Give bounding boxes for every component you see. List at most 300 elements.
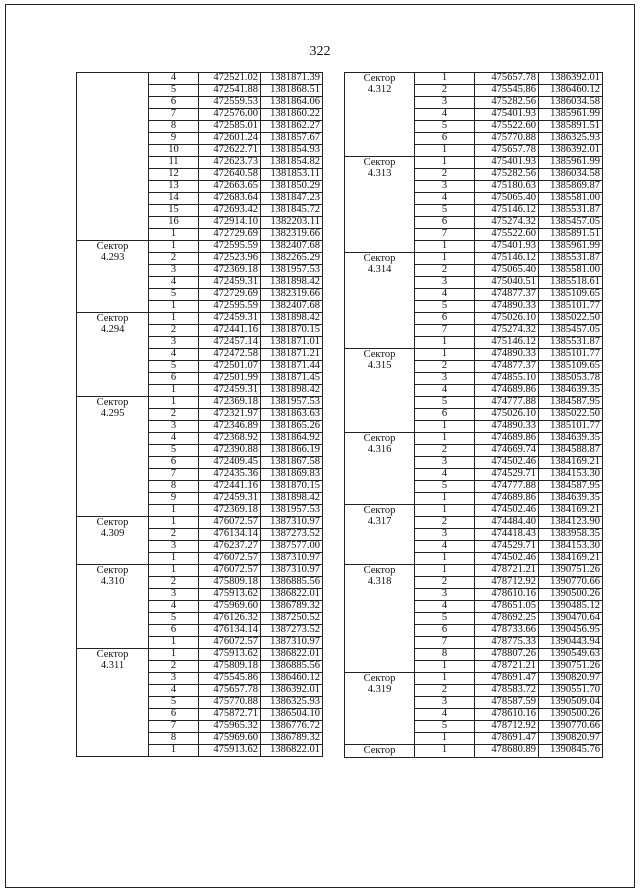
point-number-cell: 4 <box>149 277 199 289</box>
y-coordinate-cell: 1385581.00 <box>539 193 603 205</box>
point-number-cell: 1 <box>149 385 199 397</box>
point-number-cell: 7 <box>149 109 199 121</box>
table-row <box>345 73 603 85</box>
y-coordinate-cell: 1386034.58 <box>539 169 603 181</box>
y-coordinate-cell: 1390500.26 <box>539 709 603 721</box>
x-coordinate-cell: 478587.59 <box>475 697 539 709</box>
y-coordinate-cell: 1381860.22 <box>261 109 323 121</box>
point-number-cell: 1 <box>149 745 199 757</box>
x-coordinate-cell: 474890.33 <box>475 301 539 313</box>
x-coordinate-cell: 475913.62 <box>199 745 261 757</box>
sector-number: 4.316 <box>367 443 392 455</box>
x-coordinate-cell: 472693.42 <box>199 205 261 217</box>
y-coordinate-cell: 1390751.26 <box>539 565 603 577</box>
y-coordinate-cell: 1381862.27 <box>261 121 323 133</box>
y-coordinate-cell: 1390443.94 <box>539 637 603 649</box>
x-coordinate-cell: 474777.88 <box>475 481 539 493</box>
x-coordinate-cell: 475770.88 <box>475 133 539 145</box>
y-coordinate-cell: 1385109.65 <box>539 289 603 301</box>
x-coordinate-cell: 475809.18 <box>199 661 261 673</box>
point-number-cell: 5 <box>415 301 475 313</box>
sector-cell <box>345 349 415 433</box>
x-coordinate-cell: 472369.18 <box>199 397 261 409</box>
y-coordinate-cell: 1381867.58 <box>261 457 323 469</box>
point-number-cell: 4 <box>149 601 199 613</box>
x-coordinate-cell: 475872.71 <box>199 709 261 721</box>
point-number-cell: 2 <box>149 661 199 673</box>
point-number-cell: 5 <box>149 361 199 373</box>
point-number-cell: 1 <box>415 673 475 685</box>
point-number-cell: 1 <box>415 241 475 253</box>
point-number-cell: 9 <box>149 493 199 505</box>
x-coordinate-cell: 478721.21 <box>475 565 539 577</box>
x-coordinate-cell: 478610.16 <box>475 709 539 721</box>
x-coordinate-cell: 475522.60 <box>475 229 539 241</box>
table-row <box>345 673 603 685</box>
sector-label: Сектор <box>96 565 129 576</box>
point-number-cell: 3 <box>415 373 475 385</box>
x-coordinate-cell: 472914.10 <box>199 217 261 229</box>
point-number-cell: 3 <box>415 589 475 601</box>
point-number-cell: 2 <box>149 409 199 421</box>
point-number-cell: 1 <box>149 565 199 577</box>
y-coordinate-cell: 1385891.51 <box>539 121 603 133</box>
y-coordinate-cell: 1385891.51 <box>539 229 603 241</box>
point-number-cell: 13 <box>149 181 199 193</box>
x-coordinate-cell: 472501.99 <box>199 373 261 385</box>
y-coordinate-cell: 1385518.61 <box>539 277 603 289</box>
y-coordinate-cell: 1390820.97 <box>539 673 603 685</box>
point-number-cell: 7 <box>415 325 475 337</box>
x-coordinate-cell: 474855.10 <box>475 373 539 385</box>
x-coordinate-cell: 476126.32 <box>199 613 261 625</box>
point-number-cell: 1 <box>149 301 199 313</box>
point-number-cell: 5 <box>415 121 475 133</box>
x-coordinate-cell: 475965.32 <box>199 721 261 733</box>
point-number-cell: 4 <box>415 469 475 481</box>
x-coordinate-cell: 475401.93 <box>475 241 539 253</box>
y-coordinate-cell: 1381857.67 <box>261 133 323 145</box>
point-number-cell: 3 <box>415 529 475 541</box>
y-coordinate-cell: 1385961.99 <box>539 109 603 121</box>
y-coordinate-cell: 1384123.90 <box>539 517 603 529</box>
point-number-cell: 2 <box>149 325 199 337</box>
y-coordinate-cell: 1386822.01 <box>261 589 323 601</box>
table-row <box>345 253 603 265</box>
table-row <box>345 433 603 445</box>
y-coordinate-cell: 1382407.68 <box>261 301 323 313</box>
point-number-cell: 1 <box>415 145 475 157</box>
x-coordinate-cell: 476072.57 <box>199 565 261 577</box>
point-number-cell: 3 <box>415 277 475 289</box>
y-coordinate-cell: 1387310.97 <box>261 517 323 529</box>
x-coordinate-cell: 474689.86 <box>475 433 539 445</box>
x-coordinate-cell: 474669.74 <box>475 445 539 457</box>
x-coordinate-cell: 472459.31 <box>199 277 261 289</box>
y-coordinate-cell: 1386504.10 <box>261 709 323 721</box>
point-number-cell: 3 <box>149 265 199 277</box>
y-coordinate-cell: 1386789.32 <box>261 601 323 613</box>
y-coordinate-cell: 1385581.00 <box>539 265 603 277</box>
x-coordinate-cell: 474777.88 <box>475 397 539 409</box>
x-coordinate-cell: 472441.16 <box>199 325 261 337</box>
x-coordinate-cell: 472729.69 <box>199 289 261 301</box>
point-number-cell: 11 <box>149 157 199 169</box>
y-coordinate-cell: 1381871.45 <box>261 373 323 385</box>
point-number-cell: 7 <box>415 637 475 649</box>
x-coordinate-cell: 475065.40 <box>475 265 539 277</box>
point-number-cell: 15 <box>149 205 199 217</box>
point-number-cell: 5 <box>149 613 199 625</box>
x-coordinate-cell: 472459.31 <box>199 493 261 505</box>
y-coordinate-cell: 1384587.95 <box>539 481 603 493</box>
y-coordinate-cell: 1381866.19 <box>261 445 323 457</box>
y-coordinate-cell: 1384153.30 <box>539 541 603 553</box>
point-number-cell: 4 <box>149 349 199 361</box>
y-coordinate-cell: 1381871.44 <box>261 361 323 373</box>
x-coordinate-cell: 475522.60 <box>475 121 539 133</box>
x-coordinate-cell: 476072.57 <box>199 517 261 529</box>
x-coordinate-cell: 476072.57 <box>199 553 261 565</box>
x-coordinate-cell: 472601.24 <box>199 133 261 145</box>
y-coordinate-cell: 1390509.04 <box>539 697 603 709</box>
x-coordinate-cell: 472683.64 <box>199 193 261 205</box>
x-coordinate-cell: 474877.37 <box>475 361 539 373</box>
y-coordinate-cell: 1384639.35 <box>539 385 603 397</box>
table-row <box>77 73 323 85</box>
x-coordinate-cell: 474484.40 <box>475 517 539 529</box>
sector-cell <box>345 73 415 157</box>
point-number-cell: 4 <box>415 385 475 397</box>
x-coordinate-cell: 475180.63 <box>475 181 539 193</box>
y-coordinate-cell: 1384639.35 <box>539 493 603 505</box>
point-number-cell: 3 <box>415 457 475 469</box>
y-coordinate-cell: 1390820.97 <box>539 733 603 745</box>
x-coordinate-cell: 475545.86 <box>199 673 261 685</box>
sector-number: 4.294 <box>100 323 125 335</box>
point-number-cell: 4 <box>415 601 475 613</box>
table-row <box>345 745 603 758</box>
y-coordinate-cell: 1385869.87 <box>539 181 603 193</box>
y-coordinate-cell: 1381864.06 <box>261 97 323 109</box>
y-coordinate-cell: 1384587.95 <box>539 397 603 409</box>
y-coordinate-cell: 1384153.30 <box>539 469 603 481</box>
y-coordinate-cell: 1381854.93 <box>261 145 323 157</box>
sector-cell <box>77 517 149 565</box>
point-number-cell: 2 <box>415 577 475 589</box>
coordinates-table-right <box>344 72 603 758</box>
y-coordinate-cell: 1390456.95 <box>539 625 603 637</box>
x-coordinate-cell: 475969.60 <box>199 733 261 745</box>
sector-number: 4.312 <box>367 83 392 95</box>
sector-cell <box>345 157 415 253</box>
y-coordinate-cell: 1386325.93 <box>539 133 603 145</box>
point-number-cell: 5 <box>415 205 475 217</box>
point-number-cell: 1 <box>415 433 475 445</box>
y-coordinate-cell: 1390770.66 <box>539 577 603 589</box>
point-number-cell: 2 <box>149 529 199 541</box>
sector-cell <box>345 505 415 565</box>
point-number-cell: 3 <box>415 97 475 109</box>
y-coordinate-cell: 1381863.63 <box>261 409 323 421</box>
x-coordinate-cell: 472435.36 <box>199 469 261 481</box>
point-number-cell: 4 <box>415 541 475 553</box>
sector-label: Сектор <box>96 313 129 324</box>
y-coordinate-cell: 1390549.63 <box>539 649 603 661</box>
x-coordinate-cell: 472368.92 <box>199 433 261 445</box>
x-coordinate-cell: 475657.78 <box>199 685 261 697</box>
x-coordinate-cell: 472595.59 <box>199 301 261 313</box>
x-coordinate-cell: 478610.16 <box>475 589 539 601</box>
x-coordinate-cell: 475809.18 <box>199 577 261 589</box>
x-coordinate-cell: 475657.78 <box>475 145 539 157</box>
sector-cell <box>345 433 415 505</box>
point-number-cell: 2 <box>415 517 475 529</box>
table-row <box>345 157 603 169</box>
y-coordinate-cell: 1382203.11 <box>261 217 323 229</box>
point-number-cell: 7 <box>415 229 475 241</box>
x-coordinate-cell: 475146.12 <box>475 205 539 217</box>
sector-number: 4.293 <box>100 251 125 263</box>
sector-cell <box>345 253 415 349</box>
point-number-cell: 5 <box>149 697 199 709</box>
point-number-cell: 9 <box>149 133 199 145</box>
x-coordinate-cell: 478733.66 <box>475 625 539 637</box>
table-row <box>77 397 323 409</box>
table-row <box>77 565 323 577</box>
y-coordinate-cell: 1381865.26 <box>261 421 323 433</box>
y-coordinate-cell: 1381845.72 <box>261 205 323 217</box>
sector-cell <box>77 73 149 241</box>
x-coordinate-cell: 475401.93 <box>475 109 539 121</box>
y-coordinate-cell: 1390845.76 <box>539 745 603 758</box>
sector-label: Сектор <box>96 241 129 252</box>
x-coordinate-cell: 474502.46 <box>475 457 539 469</box>
x-coordinate-cell: 478775.33 <box>475 637 539 649</box>
sector-number: 4.319 <box>367 683 392 695</box>
y-coordinate-cell: 1382407.68 <box>261 241 323 253</box>
point-number-cell: 1 <box>415 661 475 673</box>
x-coordinate-cell: 474890.33 <box>475 421 539 433</box>
y-coordinate-cell: 1383958.35 <box>539 529 603 541</box>
x-coordinate-cell: 475545.86 <box>475 85 539 97</box>
point-number-cell: 4 <box>415 109 475 121</box>
x-coordinate-cell: 478807.26 <box>475 649 539 661</box>
point-number-cell: 5 <box>415 397 475 409</box>
point-number-cell: 2 <box>415 169 475 181</box>
coordinates-table-left <box>76 72 323 757</box>
x-coordinate-cell: 475913.62 <box>199 649 261 661</box>
x-coordinate-cell: 472595.59 <box>199 241 261 253</box>
y-coordinate-cell: 1387310.97 <box>261 637 323 649</box>
sector-cell <box>77 313 149 397</box>
x-coordinate-cell: 472321.97 <box>199 409 261 421</box>
point-number-cell: 8 <box>415 649 475 661</box>
point-number-cell: 10 <box>149 145 199 157</box>
x-coordinate-cell: 475274.32 <box>475 217 539 229</box>
y-coordinate-cell: 1385457.05 <box>539 325 603 337</box>
sector-label: Сектор <box>363 505 396 516</box>
point-number-cell: 1 <box>415 745 475 758</box>
y-coordinate-cell: 1385022.50 <box>539 313 603 325</box>
y-coordinate-cell: 1381864.92 <box>261 433 323 445</box>
point-number-cell: 2 <box>415 361 475 373</box>
point-number-cell: 1 <box>149 313 199 325</box>
y-coordinate-cell: 1385531.87 <box>539 337 603 349</box>
sector-label: Сектор <box>363 433 396 444</box>
point-number-cell: 3 <box>149 421 199 433</box>
point-number-cell: 5 <box>149 85 199 97</box>
point-number-cell: 4 <box>149 73 199 85</box>
sector-cell <box>77 649 149 757</box>
x-coordinate-cell: 475146.12 <box>475 253 539 265</box>
point-number-cell: 5 <box>415 721 475 733</box>
x-coordinate-cell: 475969.60 <box>199 601 261 613</box>
x-coordinate-cell: 478691.47 <box>475 733 539 745</box>
x-coordinate-cell: 474502.46 <box>475 553 539 565</box>
x-coordinate-cell: 472501.07 <box>199 361 261 373</box>
point-number-cell: 1 <box>415 157 475 169</box>
sector-label: Сектор <box>363 349 396 360</box>
x-coordinate-cell: 475770.88 <box>199 697 261 709</box>
x-coordinate-cell: 475026.10 <box>475 313 539 325</box>
point-number-cell: 12 <box>149 169 199 181</box>
y-coordinate-cell: 1385531.87 <box>539 253 603 265</box>
coordinates-table-left-body <box>77 73 323 757</box>
x-coordinate-cell: 475274.32 <box>475 325 539 337</box>
point-number-cell: 7 <box>149 469 199 481</box>
y-coordinate-cell: 1381957.53 <box>261 397 323 409</box>
y-coordinate-cell: 1386392.01 <box>539 145 603 157</box>
point-number-cell: 6 <box>149 709 199 721</box>
point-number-cell: 6 <box>149 625 199 637</box>
sector-label: Сектор <box>363 745 396 756</box>
table-row <box>345 349 603 361</box>
point-number-cell: 8 <box>149 733 199 745</box>
point-number-cell: 1 <box>415 337 475 349</box>
point-number-cell: 1 <box>149 505 199 517</box>
sector-number: 4.295 <box>100 407 125 419</box>
y-coordinate-cell: 1381870.15 <box>261 325 323 337</box>
point-number-cell: 8 <box>149 121 199 133</box>
point-number-cell: 6 <box>415 409 475 421</box>
y-coordinate-cell: 1390470.64 <box>539 613 603 625</box>
x-coordinate-cell: 476134.14 <box>199 529 261 541</box>
x-coordinate-cell: 474418.43 <box>475 529 539 541</box>
y-coordinate-cell: 1390485.12 <box>539 601 603 613</box>
point-number-cell: 6 <box>415 313 475 325</box>
y-coordinate-cell: 1386325.93 <box>261 697 323 709</box>
x-coordinate-cell: 476237.27 <box>199 541 261 553</box>
sector-cell <box>345 673 415 745</box>
y-coordinate-cell: 1382319.66 <box>261 229 323 241</box>
table-row <box>77 241 323 253</box>
point-number-cell: 2 <box>415 685 475 697</box>
point-number-cell: 4 <box>149 433 199 445</box>
y-coordinate-cell: 1385961.99 <box>539 241 603 253</box>
x-coordinate-cell: 472459.31 <box>199 313 261 325</box>
sector-cell <box>345 745 415 758</box>
x-coordinate-cell: 472369.18 <box>199 265 261 277</box>
x-coordinate-cell: 474529.71 <box>475 541 539 553</box>
y-coordinate-cell: 1386789.32 <box>261 733 323 745</box>
x-coordinate-cell: 475146.12 <box>475 337 539 349</box>
x-coordinate-cell: 475065.40 <box>475 193 539 205</box>
y-coordinate-cell: 1381898.42 <box>261 493 323 505</box>
sector-number: 4.317 <box>367 515 392 527</box>
point-number-cell: 6 <box>415 217 475 229</box>
x-coordinate-cell: 474877.37 <box>475 289 539 301</box>
page-number: 322 <box>309 44 331 59</box>
x-coordinate-cell: 472663.65 <box>199 181 261 193</box>
point-number-cell: 1 <box>415 553 475 565</box>
y-coordinate-cell: 1387273.52 <box>261 625 323 637</box>
y-coordinate-cell: 1381871.01 <box>261 337 323 349</box>
y-coordinate-cell: 1385457.05 <box>539 217 603 229</box>
y-coordinate-cell: 1387310.97 <box>261 565 323 577</box>
x-coordinate-cell: 478651.05 <box>475 601 539 613</box>
x-coordinate-cell: 478721.21 <box>475 661 539 673</box>
sector-number: 4.309 <box>100 527 125 539</box>
y-coordinate-cell: 1385101.77 <box>539 349 603 361</box>
coordinates-table-right-body <box>345 73 603 758</box>
y-coordinate-cell: 1382319.66 <box>261 289 323 301</box>
y-coordinate-cell: 1384169.21 <box>539 457 603 469</box>
point-number-cell: 2 <box>415 265 475 277</box>
y-coordinate-cell: 1384639.35 <box>539 433 603 445</box>
sector-number: 4.314 <box>367 263 392 275</box>
y-coordinate-cell: 1385109.65 <box>539 361 603 373</box>
sector-label: Сектор <box>363 73 396 84</box>
y-coordinate-cell: 1385961.99 <box>539 157 603 169</box>
point-number-cell: 2 <box>149 253 199 265</box>
sector-number: 4.318 <box>367 575 392 587</box>
point-number-cell: 3 <box>149 541 199 553</box>
x-coordinate-cell: 475657.78 <box>475 73 539 85</box>
y-coordinate-cell: 1384169.21 <box>539 553 603 565</box>
y-coordinate-cell: 1390770.66 <box>539 721 603 733</box>
y-coordinate-cell: 1381850.29 <box>261 181 323 193</box>
y-coordinate-cell: 1381847.23 <box>261 193 323 205</box>
point-number-cell: 1 <box>149 241 199 253</box>
sector-label: Сектор <box>363 565 396 576</box>
y-coordinate-cell: 1390500.26 <box>539 589 603 601</box>
point-number-cell: 3 <box>149 337 199 349</box>
point-number-cell: 1 <box>415 253 475 265</box>
y-coordinate-cell: 1381898.42 <box>261 385 323 397</box>
x-coordinate-cell: 472523.96 <box>199 253 261 265</box>
y-coordinate-cell: 1381854.82 <box>261 157 323 169</box>
point-number-cell: 14 <box>149 193 199 205</box>
x-coordinate-cell: 475026.10 <box>475 409 539 421</box>
y-coordinate-cell: 1384588.87 <box>539 445 603 457</box>
y-coordinate-cell: 1386460.12 <box>261 673 323 685</box>
point-number-cell: 6 <box>149 97 199 109</box>
point-number-cell: 1 <box>415 421 475 433</box>
point-number-cell: 1 <box>415 493 475 505</box>
x-coordinate-cell: 472729.69 <box>199 229 261 241</box>
point-number-cell: 2 <box>149 577 199 589</box>
point-number-cell: 6 <box>149 457 199 469</box>
sector-number: 4.315 <box>367 359 392 371</box>
sector-label: Сектор <box>363 673 396 684</box>
point-number-cell: 1 <box>149 229 199 241</box>
y-coordinate-cell: 1381853.11 <box>261 169 323 181</box>
y-coordinate-cell: 1386885.56 <box>261 661 323 673</box>
x-coordinate-cell: 478691.47 <box>475 673 539 685</box>
x-coordinate-cell: 472409.45 <box>199 457 261 469</box>
table-row <box>77 517 323 529</box>
